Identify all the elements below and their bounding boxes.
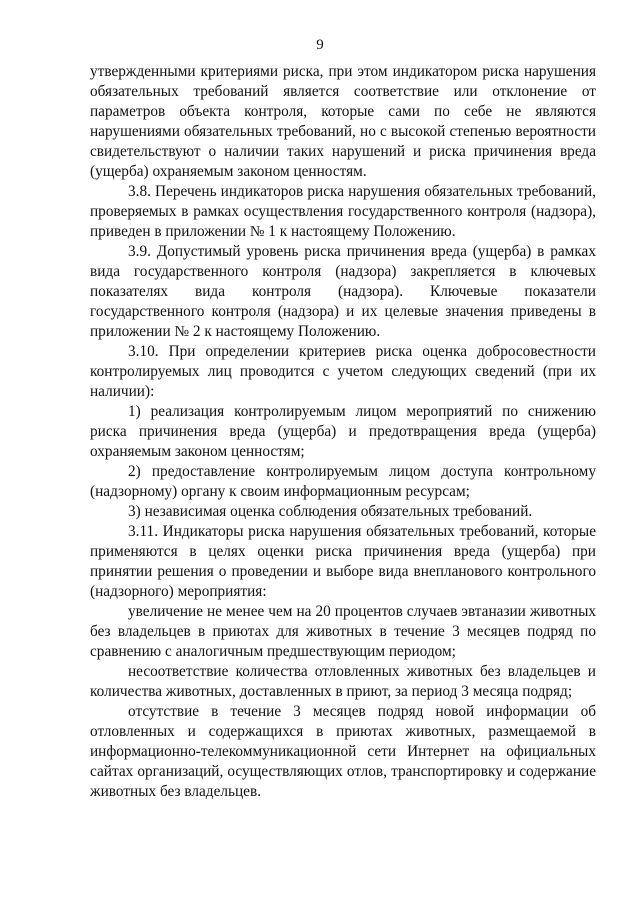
- paragraph-3-11: 3.11. Индикаторы риска нарушения обязательных требований, которые применяются в целях оценки риска причинения вреда (ущерба) при принятии решения о проведении и выборе вида внепланового контрольного (надзорного) мероприятия:: [90, 523, 596, 600]
- indicator-missing-information: отсутствие в течение 3 месяцев подряд новой информации об отловленных и содержащихся в приютах животных, размещаемой в информационно-телекоммуникационной сети Интернет на официальных сайтах организаций, осуществляющих отлов, транспортировку и содержание животных без владельцев.: [90, 703, 596, 800]
- paragraph-criteria-continuation: утвержденными критериями риска, при этом индикатором риска нарушения обязательных требований является соответствие или отклонение от параметров объекта контроля, которые сами по себе не являются нарушениями обязательных требований, но с высокой степенью вероятности свидетельствуют о наличии таких нарушений и риска причинения вреда (ущерба) охраняемым законом ценностям.: [90, 63, 596, 180]
- document-body: [90, 62, 596, 802]
- list-item-2: 2) предоставление контролируемым лицом доступа контрольному (надзорному) органу к своим информационным ресурсам;: [90, 463, 596, 500]
- list-item-3: 3) независимая оценка соблюдения обязательных требований.: [128, 503, 533, 520]
- list-item-1: 1) реализация контролируемым лицом мероприятий по снижению риска причинения вреда (ущерба) и предотвращения вреда (ущерба) охраняемым законом ценностям;: [90, 403, 596, 460]
- indicator-count-mismatch: несоответствие количества отловленных животных без владельцев и количества животных, доставленных в приют, за период 3 месяца подряд;: [90, 663, 596, 700]
- paragraph-3-9: 3.9. Допустимый уровень риска причинения вреда (ущерба) в рамках вида государственного контроля (надзора) закрепляется в ключевых показателях вида контроля (надзора). Ключевые показатели государственного контроля (надзора) и их целевые значения приведены в приложении № 2 к настоящему Положению.: [90, 243, 596, 340]
- indicator-euthanasia-increase: увеличение не менее чем на 20 процентов случаев эвтаназии животных без владельцев в приютах для животных в течение 3 месяцев подряд по сравнению с аналогичным предшествующим периодом;: [90, 603, 596, 660]
- page-number: 9: [316, 37, 324, 53]
- paragraph-3-8: 3.8. Перечень индикаторов риска нарушения обязательных требований, проверяемых в рамках осуществления государственного контроля (надзора), приведен в приложении № 1 к настоящему Положению.: [90, 183, 596, 240]
- paragraph-3-10: 3.10. При определении критериев риска оценка добросовестности контролируемых лиц проводится с учетом следующих сведений (при их наличии):: [90, 343, 596, 400]
